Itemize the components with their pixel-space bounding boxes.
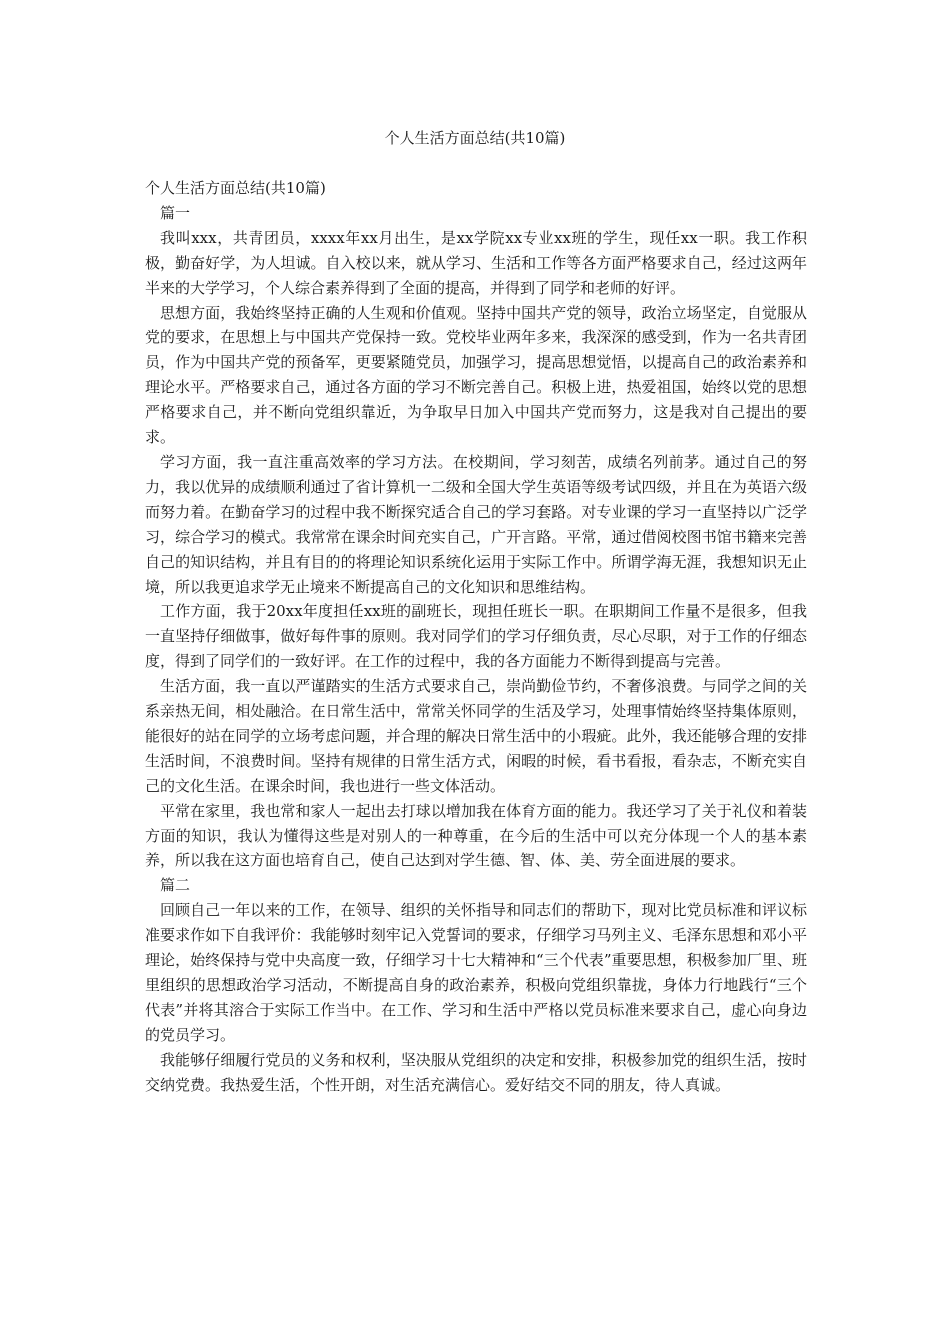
document-body bbox=[145, 176, 807, 1098]
paragraph-life: 生活方面，我一直以严谨踏实的生活方式要求自己，崇尚勤俭节约，不奢侈浪费。与同学之间的关系亲热无间，相处融洽。在日常生活中，常常关怀同学的生活及学习，处理事情始终坚持集体原则，能很好的站在同学的立场考虑问题，并合理的解决日常生活中的小瑕疵。此外，我还能够合理的安排生活时间，不浪费时间。坚持有规律的日常生活方式，闲暇的时候，看书看报，看杂志，不断充实自己的文化生活。在课余时间，我也进行一些文体活动。 bbox=[145, 677, 807, 795]
paragraph-study: 学习方面，我一直注重高效率的学习方法。在校期间，学习刻苦，成绩名列前茅。通过自己的努力，我以优异的成绩顺利通过了省计算机一二级和全国大学生英语等级考试四级，并且在为英语六级而努力着。在勤奋学习的过程中我不断探究适合自己的学习套路。对专业课的学习一直坚持以广泛学习，综合学习的模式。我常常在课余时间充实自己，广开言路。平常，通过借阅校图书馆书籍来完善自己的知识结构，并且有目的的将理论知识系统化运用于实际工作中。所谓学海无涯，我想知识无止境，所以我更追求学无止境来不断提高自己的文化知识和思维结构。 bbox=[145, 452, 807, 596]
paragraph-review: 回顾自己一年以来的工作，在领导、组织的关怀指导和同志们的帮助下，现对比党员标准和评议标准要求作如下自我评价：我能够时刻牢记入党誓词的要求，仔细学习马列主义、毛泽东思想和邓小平理论，始终保持与党中央高度一致，仔细学习十七大精神和“三个代表”重要思想，积极参加厂里、班里组织的思想政治学习活动，不断提高自身的政治素养，积极向党组织靠拢，身体力行地践行“三个代表”并将其溶合于实际工作当中。在工作、学习和生活中严格以党员标准来要求自己，虚心向身边的党员学习。 bbox=[145, 901, 807, 1044]
paragraph-thought: 思想方面，我始终坚持正确的人生观和价值观。坚持中国共产党的领导，政治立场坚定，自觉服从党的要求，在思想上与中国共产党保持一致。党校毕业两年多来，我深深的感受到，作为一名共青团员，作为中国共产党的预备军，更要紧随党员，加强学习，提高思想觉悟，以提高自己的政治素养和理论水平。严格要求自己，通过各方面的学习不断完善自己。积极上进，热爱祖国，始终以党的思想严格要求自己，并不断向党组织靠近，为争取早日加入中国共产党而努力，这是我对自己提出的要求。 bbox=[145, 303, 807, 447]
paragraph-home: 平常在家里，我也常和家人一起出去打球以增加我在体育方面的能力。我还学习了关于礼仪和着装方面的知识，我认为懂得这些是对别人的一种尊重，在今后的生活中可以充分体现一个人的基本素养，所以我在这方面也培育自己，使自己达到对学生德、智、体、美、劳全面进展的要求。 bbox=[145, 801, 807, 870]
paragraph-duties: 我能够仔细履行党员的义务和权利，坚决服从党组织的决定和安排，积极参加党的组织生活，按时交纳党费。我热爱生活，个性开朗，对生活充满信心。爱好结交不同的朋友，待人真诚。 bbox=[145, 1050, 807, 1094]
section-heading-1: 篇一 bbox=[160, 203, 191, 222]
section-heading-2: 篇二 bbox=[160, 876, 191, 895]
paragraph-intro: 我叫xxx，共青团员，xxxx年xx月出生，是xx学院xx专业xx班的学生，现任xx一职。我工作积极，勤奋好学，为人坦诚。自入校以来，就从学习、生活和工作等各方面严格要求自己，经过这两年半来的大学学习，个人综合素养得到了全面的提高，并得到了同学和老师的好评。 bbox=[145, 228, 807, 297]
document-title: 个人生活方面总结(共10篇) bbox=[384, 129, 566, 147]
paragraph-work: 工作方面，我于20xx年度担任xx班的副班长，现担任班长一职。在职期间工作量不是很多，但我一直坚持仔细做事，做好每件事的原则。我对同学们的学习仔细负责，尽心尽职，对于工作的仔细态度，得到了同学们的一致好评。在工作的过程中，我的各方面能力不断得到提高与完善。 bbox=[145, 602, 807, 671]
document-subtitle: 个人生活方面总结(共10篇) bbox=[145, 179, 326, 197]
